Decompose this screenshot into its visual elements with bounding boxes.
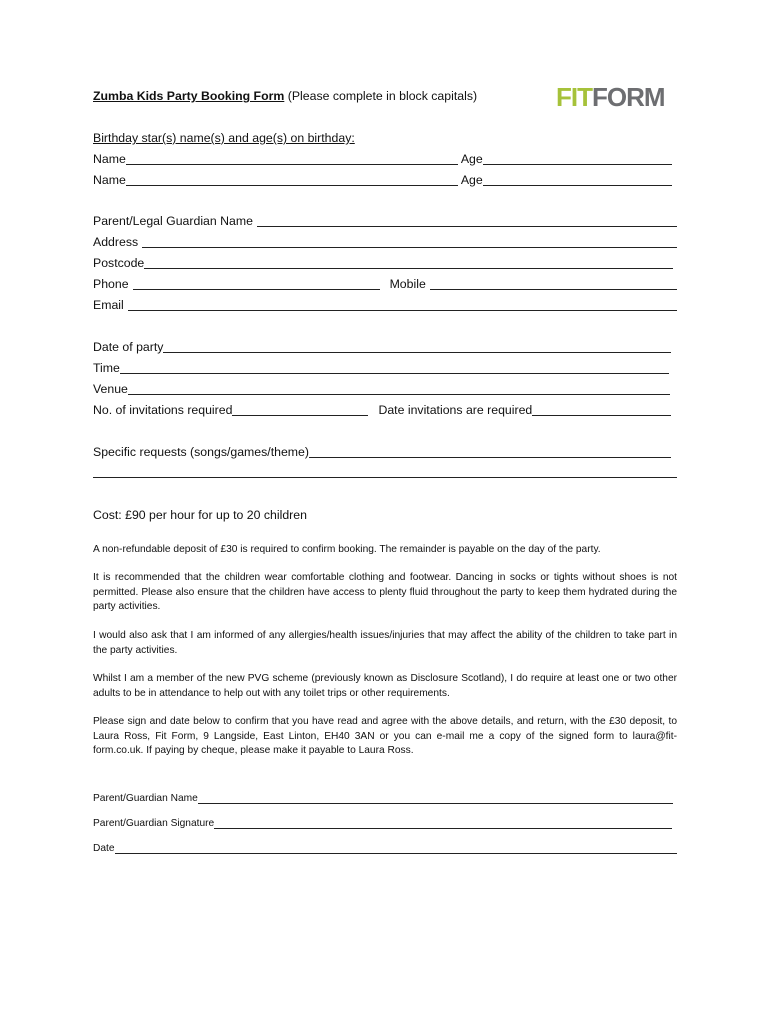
booking-form xyxy=(93,0,677,1024)
requests-field-2[interactable] xyxy=(93,466,677,478)
address-field[interactable] xyxy=(142,236,677,248)
fitform-logo xyxy=(556,84,665,110)
name-label: Name xyxy=(93,173,126,187)
date-of-party-field[interactable] xyxy=(163,341,671,353)
postcode-label: Postcode xyxy=(93,256,145,270)
age-label: Age xyxy=(460,152,483,166)
invitations-field[interactable] xyxy=(232,404,368,416)
paragraph-pvg: Whilst I am a member of the new PVG scheme (previously known as Disclosure Scotland), I do require at least one or two other adults to be in attendance to help out with any toilet trips or other requirements. xyxy=(93,673,677,699)
mobile-label: Mobile xyxy=(389,277,426,291)
cost-line: Cost: £90 per hour for up to 20 children xyxy=(93,508,307,522)
form-title xyxy=(93,89,477,103)
paragraph-deposit: A non-refundable deposit of £30 is required to confirm booking. The remainder is payable on the day of the party. xyxy=(93,544,601,555)
logo-part-fit: FIT xyxy=(556,82,592,112)
form-title-bold: Zumba Kids Party Booking Form xyxy=(93,89,285,103)
guardian-signature-row xyxy=(93,818,677,830)
mobile-field[interactable] xyxy=(430,278,677,290)
guardian-signature-label: Parent/Guardian Signature xyxy=(93,818,215,829)
date-of-party-row xyxy=(93,340,677,354)
address-row xyxy=(93,235,677,249)
paragraph-return: Please sign and date below to confirm that you have read and agree with the above details, and return, with the £30 deposit, to Laura Ross, Fit Form, 9 Langside, East Linton, EH40 3AN or you can e-mail me a copy of the signed form to laura@fit-form.co.uk. If paying by cheque, please make it payable to Laura Ross. xyxy=(93,716,677,757)
name-field-1[interactable] xyxy=(126,153,458,165)
email-label: Email xyxy=(93,298,124,312)
guardian-name-row xyxy=(93,793,677,805)
phone-label: Phone xyxy=(93,277,129,291)
guardian-name-label: Parent/Guardian Name xyxy=(93,793,198,804)
time-field[interactable] xyxy=(120,362,669,374)
invitations-row xyxy=(93,403,677,417)
age-field-2[interactable] xyxy=(483,174,672,186)
venue-field[interactable] xyxy=(128,383,670,395)
name-field-2[interactable] xyxy=(126,174,458,186)
birthday-row-2 xyxy=(93,173,677,187)
form-title-note: (Please complete in block capitals) xyxy=(287,89,478,103)
venue-label: Venue xyxy=(93,382,128,396)
date-row xyxy=(93,843,677,855)
invitations-date-field[interactable] xyxy=(532,404,671,416)
guardian-signature-field[interactable] xyxy=(214,819,672,829)
age-label: Age xyxy=(460,173,483,187)
sign-date-field[interactable] xyxy=(115,844,677,854)
email-field[interactable] xyxy=(128,299,677,311)
requests-row xyxy=(93,445,677,459)
requests-row-2 xyxy=(93,466,677,479)
paragraph-allergies: I would also ask that I am informed of any allergies/health issues/injuries that may affect the ability of the children to take part in the party activities. xyxy=(93,630,677,656)
name-label: Name xyxy=(93,152,126,166)
invitations-label: No. of invitations required xyxy=(93,403,233,417)
sign-date-label: Date xyxy=(93,843,115,854)
guardian-name-field[interactable] xyxy=(198,794,673,804)
venue-row xyxy=(93,382,677,396)
birthday-row-1 xyxy=(93,152,677,166)
address-label: Address xyxy=(93,235,139,249)
email-row xyxy=(93,298,677,312)
paragraph-clothing: It is recommended that the children wear comfortable clothing and footwear. Dancing in socks or tights without shoes is not permitted. Please also ensure that the children have access to plenty fluid throughout the party to keep them hydrated during the party activities. xyxy=(93,572,677,613)
parent-name-label: Parent/Legal Guardian Name xyxy=(93,214,253,228)
phone-row xyxy=(93,277,677,291)
requests-field[interactable] xyxy=(309,446,671,458)
invitations-date-label: Date invitations are required xyxy=(378,403,533,417)
time-label: Time xyxy=(93,361,120,375)
requests-label: Specific requests (songs/games/theme) xyxy=(93,445,309,459)
time-row xyxy=(93,361,677,375)
age-field-1[interactable] xyxy=(483,153,672,165)
date-of-party-label: Date of party xyxy=(93,340,164,354)
parent-name-field[interactable] xyxy=(257,215,677,227)
parent-row xyxy=(93,214,677,228)
postcode-field[interactable] xyxy=(144,257,673,269)
birthday-heading: Birthday star(s) name(s) and age(s) on birthday: xyxy=(93,131,355,145)
postcode-row xyxy=(93,256,677,270)
logo-part-form: FORM xyxy=(592,82,665,112)
phone-field[interactable] xyxy=(133,278,380,290)
